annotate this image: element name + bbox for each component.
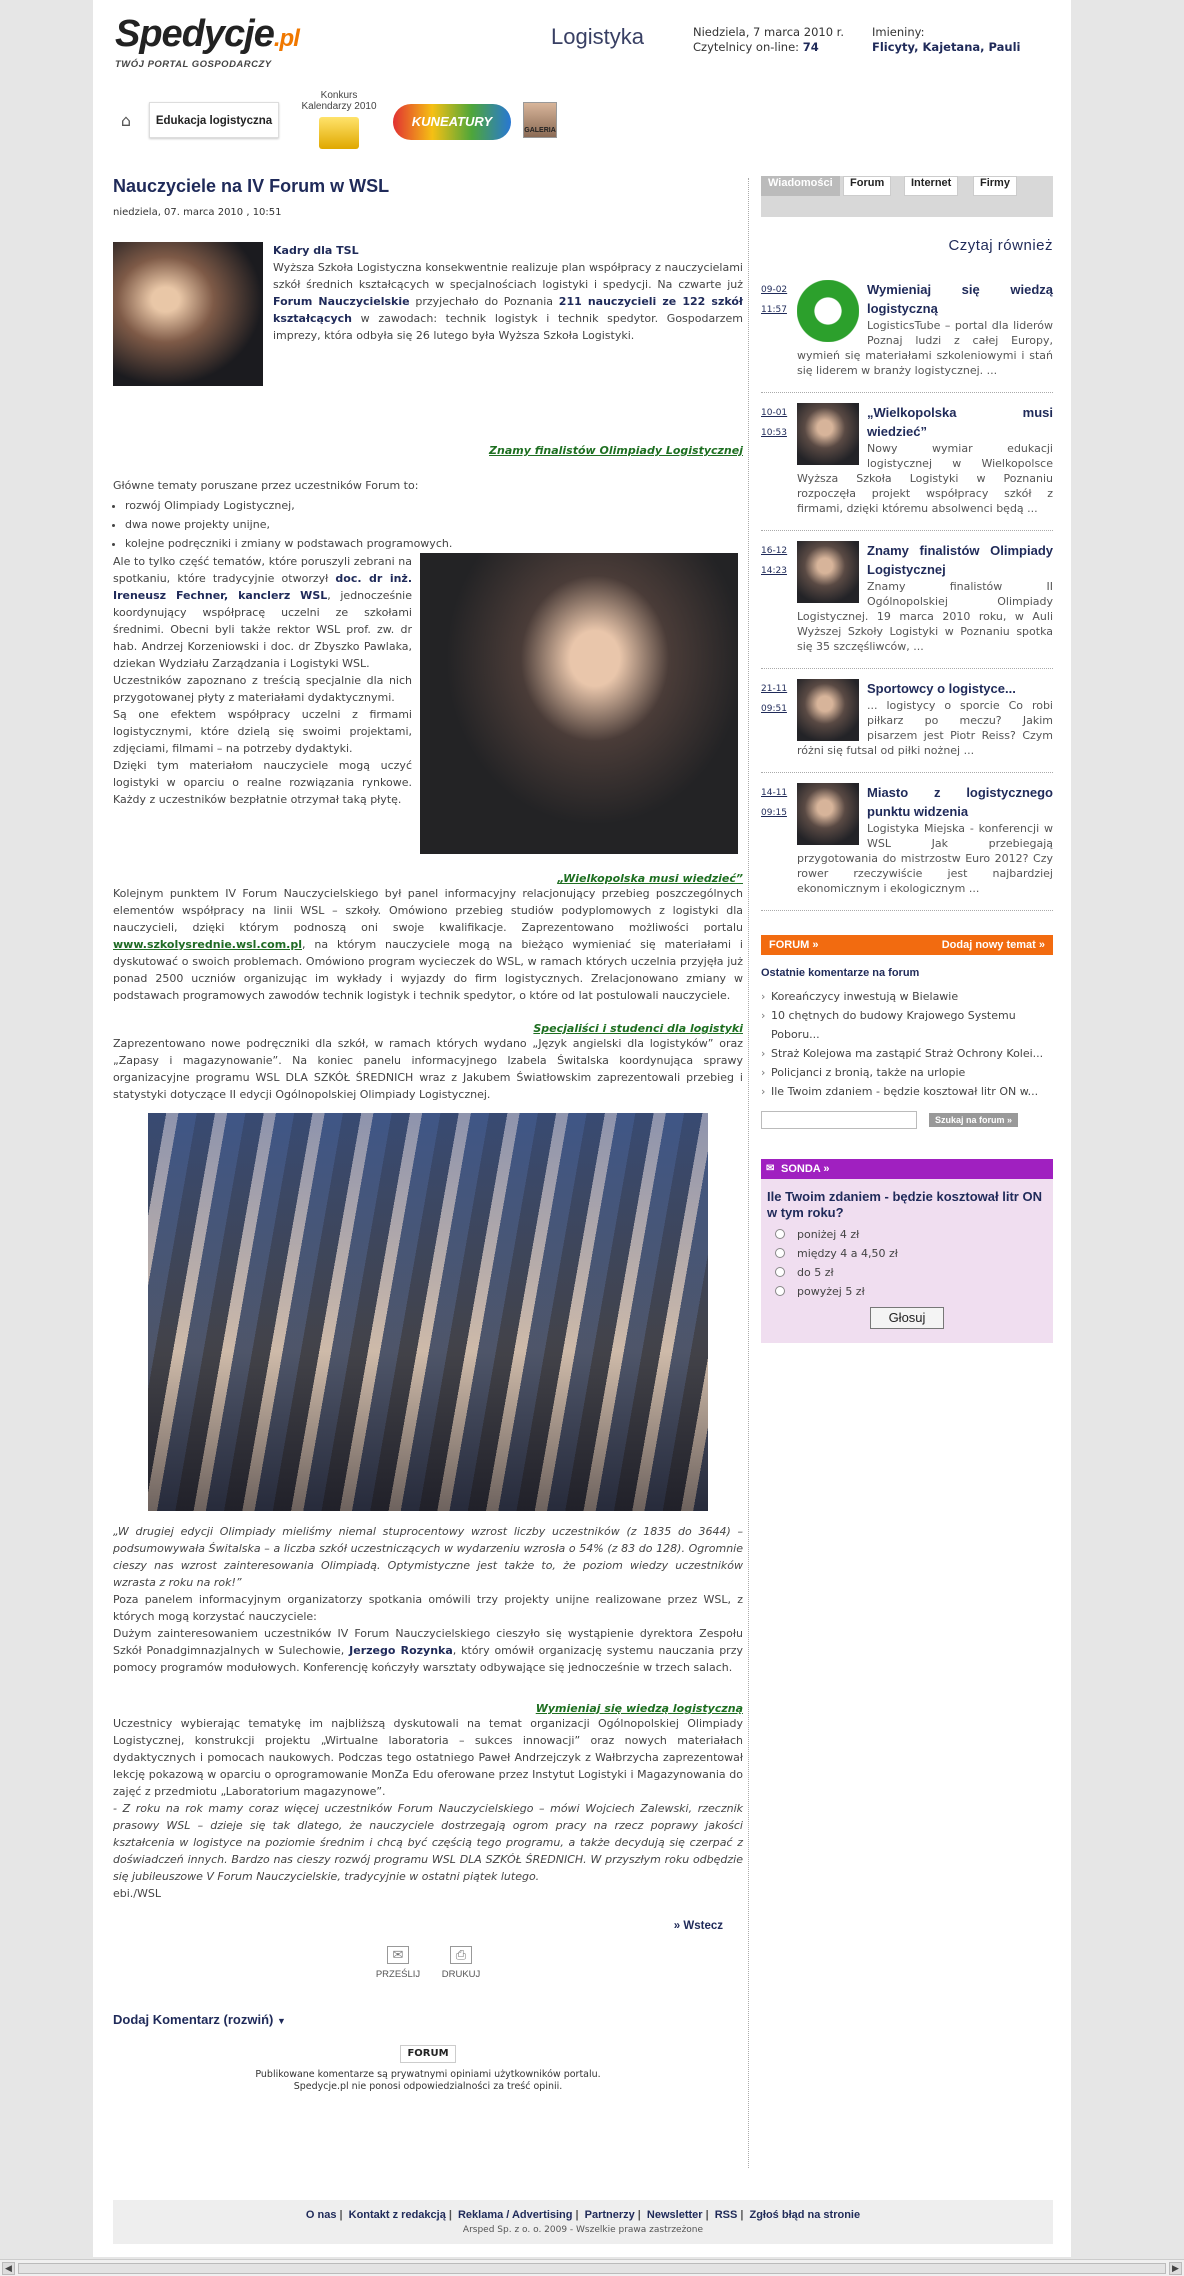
nav-konkurs-kalendarzy[interactable] [298,90,380,149]
topics-intro: Główne tematy poruszane przez uczestników Forum to: [113,479,419,492]
related-thumb [797,541,859,603]
print-label: DRUKUJ [441,1969,481,1980]
radio-button[interactable] [775,1229,785,1239]
article-lead [113,242,743,394]
sidebar [761,176,1053,1343]
calendar-icon [319,117,359,149]
poll-question: Ile Twoim zdaniem - będzie kosztował litr ON w tym roku? [767,1189,1042,1220]
nameday-names: Flicyty, Kajetana, Pauli [872,40,1021,54]
copyright: Arsped Sp. z o. o. 2009 - Wszelkie prawa zastrzeżone [462,2225,704,2235]
lead-bold-1: Forum Nauczycielskie [273,295,410,308]
date: 16-12 [761,546,788,556]
related-text: Nowy wymiar edukacji logistycznej w Wielkopolsce Wyższa Szkoła Logistyki w Poznaniu rozpoczęła projekt współpracy szkół z firmami, dzięki któremu absolwenci będą ... [797,442,1053,515]
time: 09:15 [761,808,787,818]
top-nav [93,90,1071,150]
scroll-left-icon[interactable]: ◀ [2,2262,15,2275]
konkurs-line2: Kalendarzy 2010 [301,101,377,112]
add-topic-link[interactable]: Dodaj nowy temat » [941,939,1045,951]
quote: „W drugiej edycji Olimpiady mieliśmy niemal stuprocentowy wzrost liczby uczestników (z 1835 do 3644) – podsumowywała Świtalska – a liczba szkół uczestniczących w wydarzeniu wzrosła o 54% (z 83 do 128). Ogromnie cieszy nas wzrost zainteresowania Olimpiadą. Optymistyczne jest także to, że poziom wiedzy uczestników wzrasta z roku na rok!” [113,1525,743,1589]
p6-text-b: , na którym nauczyciele mogą na bieżąco wymieniać się materiałami i dyskutować o swoich problemach. Omówiono program wycieczek do WSL, w ramach których uczelnia przyjęła już ponad 2500 uczniów organizując im wykłady i wyjazdy do firm logistycznych. Zrelacjonowano zmiany w podstawach programowych zawodów technik logistyk i technik spedytor, o które od lat postulowali nauczyciele. [113,938,743,1002]
article-date: niedziela, 07. marca 2010 , 10:51 [113,207,282,218]
related-link-finalisci[interactable]: Znamy finalistów Olimpiady Logistycznej [489,444,743,457]
footer-link[interactable]: Newsletter [646,2209,703,2221]
forum-note [113,2045,743,2093]
forum-bar [761,935,1053,955]
poll-option-label: do 5 zł [797,1266,834,1279]
footer-link[interactable]: Partnerzy [584,2209,635,2221]
footer-link[interactable]: Reklama / Advertising [457,2209,573,2221]
related-thumb [797,280,859,342]
poll-option-label: między 4 a 4,50 zł [797,1247,898,1260]
p9-text-c: , który omówił organizację systemu nauczania przy pomocy programów modułowych. Konferencję kończyły warsztaty odbywające się jednocześnie w trzech salach. [113,1644,743,1674]
p4: Są one efektem współpracy uczelni z firmami logistycznymi, które dzielą się swoimi projektami, zdjęciami, filmami – na potrzeby dydaktyki. [113,708,412,755]
footer-link[interactable]: RSS [714,2209,738,2221]
forum-note-2: Spedycje.pl nie ponosi odpowiedzialności za treść opinii. [293,2081,563,2092]
related-title[interactable]: Miasto z logistycznego punktu widzenia [867,785,1053,819]
related-title[interactable]: Znamy finalistów Olimpiady Logistycznej [867,543,1053,577]
related-date [761,679,787,719]
nav-galeria[interactable]: GALERIA [523,102,557,138]
related-date [761,783,787,823]
p9-bold: Jerzego Rozynka [349,1644,453,1657]
time: 11:57 [761,305,787,315]
time: 14:23 [761,566,787,576]
forum-search [761,1111,1053,1131]
lead-text-2: przyjechało do Poznania [409,295,559,308]
list-item: • rozwój Olimpiady Logistycznej, [125,496,743,515]
related-date [761,541,787,581]
logo-tagline: TWÓJ PORTAL GOSPODARCZY [115,59,272,70]
lead-title: Kadry dla TSL [273,244,359,257]
article [113,170,743,2093]
related-title[interactable]: Sportowcy o logistyce... [867,681,1016,696]
send-button[interactable] [368,1946,428,1980]
forum-item[interactable]: › 10 chętnych do budowy Krajowego Systemu Poboru... [761,1006,1053,1044]
speaker-photo [420,553,738,854]
related-article[interactable] [761,270,1053,393]
lead-photo [113,242,263,386]
date-info [693,25,844,55]
forum-latest-title: Ostatnie komentarze na forum [761,967,920,979]
back-link[interactable]: » Wstecz [673,1920,723,1932]
current-date: Niedziela, 7 marca 2010 r. [693,25,845,39]
time: 09:51 [761,704,787,714]
footer [113,2200,1053,2244]
scrollbar-thumb[interactable] [18,2263,1166,2274]
logo-brand: Spedycje [115,13,274,55]
tab-wiadomosci[interactable]: Wiadomości [761,176,840,196]
poll-option-label: poniżej 4 zł [797,1228,860,1241]
p10: Uczestnicy wybierając tematykę im najbliższą dyskutowali na temat organizacji Ogólnopolskiej Olimpiady Logistycznej, konstrukcji projektu „Wirtualne laboratoria – sukces innowacji” oraz nowych materiałach dydaktycznych i pomocach naukowych. Podczas tego ostatniego Paweł Andrzejczyk z Wałbrzycha zaprezentował lekcję pokazową w oparciu o oprogramowanie MonZa Edu oferowane przez Instytut Logistyki i Magazynowania do zajęć z przedmiotu „Laboratorium magazynowe”. [113,1717,743,1798]
related-date [761,280,787,320]
p2-text-a: Ale to tylko część tematów, które poruszyli zebrani na spotkaniu, które tradycyjnie otworzył [113,555,412,585]
footer-link[interactable]: Kontakt z redakcją [348,2209,446,2221]
vote-button[interactable]: Głosuj [870,1307,944,1329]
logo[interactable] [115,14,305,70]
page [93,0,1071,2257]
lead-text-3: w zawodach: technik logistyk i technik spedytor. Gospodarzem imprezy, która odbyła się 26 lutego była Wyższa Szkoła Logistyki. [273,312,743,342]
scroll-right-icon[interactable]: ▶ [1169,2262,1182,2275]
date: 09-02 [761,285,788,295]
p7: Zaprezentowano nowe podręczniki dla szkół, w ramach których wydano „Język angielski dla logistyków” oraz „Zapasy i magazynowanie”. Na koniec panelu informacyjnego Izabela Świtalska koordynująca sprawy organizacyjne programu WSL DLA SZKÓŁ ŚREDNICH wraz z Jakubem Światłowskim zaprezentowali przebieg i statystyki dotyczące II edycji Ogólnopolskiej Olimpiady Logistycznej. [113,1037,743,1101]
article-body-1 [113,553,743,854]
related-link-wymieniaj[interactable]: Wymieniaj się wiedzą logistyczną [535,1702,743,1715]
related-thumb [797,783,859,845]
forum-bar-link[interactable]: FORUM » [769,939,819,951]
author: ebi./WSL [113,1887,161,1900]
related-article[interactable] [761,773,1053,911]
p9-text-a: Dużym zainteresowaniem uczestników IV Forum Nauczycielskiego cieszyło się wystąpienie dyrektora Zespołu Szkół Ponadgimnazjalnych w Sulechowie, [113,1627,743,1657]
forum-item[interactable]: › Ile Twoim zdaniem - będzie kosztował litr ON w... [761,1082,1053,1101]
p2-bold: doc. dr inż. Ireneusz Fechner, kanclerz WSL [113,572,413,602]
lead-text-1: Wyższa Szkoła Logistyczna konsekwentnie realizuje plan współpracy z nauczycielami szkół średnich kształcących w specjalnościach logistyki i spedycji. Na czwarte już [273,261,743,291]
p2-text-c: , jednocześnie koordynujący współpracę uczelni ze szkołami średnimi. Obecni byli także rektor WSL prof. zw. dr hab. Andrzej Korzeniowski i doc. dr Zbyszko Pawlaka, dziekan Wydziału Zarządzania i Logistyki WSL. [113,589,412,670]
p6-text-a: Kolejnym punktem IV Forum Nauczycielskiego był panel informacyjny relacjonujący przebieg poszczególnych elementów współpracy na linii WSL – szkoły. Omówiono przebieg studiów podyplomowych z logistyki dla nauczycieli, dzięki którym podnoszą oni swoje kwalifikacje. Zaprezentowano możliwości portalu [113,887,743,934]
related-link-specjalisci[interactable]: Specjaliści i studenci dla logistyki [533,1022,743,1035]
online-label: Czytelnicy on-line: [693,40,800,54]
related-article[interactable] [761,669,1053,773]
list-item: • dwa nowe projekty unijne, [125,515,743,534]
related-article[interactable] [761,531,1053,669]
article-actions [113,1946,743,2006]
audience-photo [148,1113,708,1511]
namedays [872,25,1020,55]
tab-internet[interactable]: Internet [904,176,958,196]
poll [761,1159,1053,1343]
related-text: ... logistycy o sporcie Co robi piłkarz po meczu? Jakim pisarzem jest Piotr Reiss? Czym różni się futsal od piłki nożnej ... [797,699,1053,757]
poll-option[interactable] [761,1282,1053,1301]
related-text: Logistyka Miejska - konferencji w WSL Jak przebiegają przygotowania do mistrzostw Euro 2012? Czy rower rzeczywiście jest najbardziej ekonomicznym i ekologicznym ... [797,822,1053,895]
poll-option-label: powyżej 5 zł [797,1285,865,1298]
nameday-label: Imieniny: [872,25,925,39]
read-also-title: Czytaj również [948,237,1053,254]
tab-forum[interactable]: Forum [843,176,891,196]
section-title: Logistyka [551,24,644,49]
related-link-wielkopolska[interactable]: „Wielkopolska musi wiedzieć” [557,872,743,885]
related-text: LogisticsTube – portal dla liderów Poznaj ludzi z całej Europy, wymień się materiałami szkoleniowymi i stań się liderem w branży logistycznej. ... [797,319,1053,377]
related-article[interactable] [761,393,1053,531]
poll-bar[interactable]: ✉ SONDA » [761,1159,1053,1179]
related-title[interactable]: Wymieniaj się wiedzą logistyczną [867,282,1053,316]
topics-list [125,496,743,553]
online-count: 74 [802,40,819,54]
caret-down-icon: ▼ [276,2016,286,2026]
date: 21-11 [761,684,788,694]
list-item: • kolejne podręczniki i zmiany w podstawach programowych. [125,534,743,553]
header [93,0,1071,85]
forum-search-input[interactable] [761,1111,917,1129]
time: 10:53 [761,428,787,438]
nav-kunetury-banner[interactable]: KUNEATURY [393,104,511,140]
forum-button[interactable]: FORUM [400,2045,455,2063]
related-date [761,403,787,443]
poll-option[interactable] [761,1263,1053,1282]
radio-button[interactable] [775,1286,785,1296]
related-title[interactable]: „Wielkopolska musi wiedzieć” [867,405,1053,439]
related-thumb [797,679,859,741]
article-title: Nauczyciele na IV Forum w WSL [113,176,390,196]
footer-link[interactable]: Zgłoś błąd na stronie [749,2209,861,2221]
forum-search-button[interactable]: Szukaj na forum » [929,1113,1018,1127]
p8: Poza panelem informacyjnym organizatorzy spotkania omówili trzy projekty unijne realizowane przez WSL, z których mogą korzystać nauczyciele: [113,1593,743,1623]
forum-item[interactable]: › Straż Kolejowa ma zastąpić Straż Ochrony Kolei... [761,1044,1053,1063]
szkolysrednie-link[interactable]: www.szkolysrednie.wsl.com.pl [113,938,302,951]
related-text: Znamy finalistów II Ogólnopolskiej Olimpiady Logistycznej. 19 marca 2010 roku, w Auli Wyższej Szkoły Logistyki w Poznaniu spotka się 35 szczęśliwców, ... [797,580,1053,653]
add-comment-toggle[interactable] [113,2012,743,2027]
p5: Dzięki tym materiałom nauczyciele mogą uczyć logistyki w oparciu o realne rozwiązania rynkowe. Każdy z uczestników bezpłatnie otrzymał taką płytę. [113,759,412,806]
tab-firmy[interactable]: Firmy [973,176,1017,196]
p6 [113,885,743,1004]
send-label: PRZEŚLIJ [375,1969,421,1980]
date: 10-01 [761,408,788,418]
envelope-icon: ✉ [387,1946,409,1964]
p11: - Z roku na rok mamy coraz więcej uczestników Forum Nauczycielskiego – mówi Wojciech Zalewski, rzecznik prasowy WSL – dzieje się tak dlatego, że nauczyciele dostrzegają ogrom pracy na rzecz poprawy jakości kształcenia w logistyce na poziomie średnim i chcą być częścią tego programu, a także decydują się czerpać z doświadczeń innych. Bardzo nas cieszy rozwój programu WSL DLA SZKÓŁ ŚREDNICH. W przyszłym roku odbędzie się jubileuszowe V Forum Nauczycielskie, tradycyjnie w ostatni piątek lutego. [113,1802,743,1883]
forum-item[interactable]: › Koreańczycy inwestują w Bielawie [761,987,1053,1006]
horizontal-scrollbar[interactable] [0,2259,1184,2276]
konkurs-line1: Konkurs [320,90,358,101]
footer-link[interactable]: O nas [305,2209,337,2221]
column-divider [748,178,749,2168]
forum-note-1: Publikowane komentarze są prywatnymi opiniami użytkowników portalu. [255,2069,601,2080]
home-icon[interactable]: ⌂ [120,111,132,130]
p3: Uczestników zapoznano z treścią specjalnie dla nich przygotowanej płyty z materiałami dydaktycznymi. [113,674,412,704]
nav-edukacja-logistyczna[interactable]: Edukacja logistyczna [149,102,279,138]
poll-option[interactable] [761,1225,1053,1244]
date: 14-11 [761,788,788,798]
related-thumb [797,403,859,465]
add-comment-label: Dodaj Komentarz (rozwiń) [113,2012,274,2027]
logo-tld: .pl [273,25,299,52]
sidebar-tabs [761,176,1053,217]
lead-bold-2: 211 nauczycieli ze 122 szkół kształcących [273,295,744,325]
print-button[interactable] [431,1946,491,1980]
poll-option[interactable] [761,1244,1053,1263]
radio-button[interactable] [775,1248,785,1258]
p9 [113,1625,743,1676]
radio-button[interactable] [775,1267,785,1277]
footer-links: O nas | Kontakt z redakcją | Reklama / Advertising | Partnerzy | Newsletter | RSS | Zgłoś błąd na stronie [305,2209,861,2221]
printer-icon: ⎙ [450,1946,472,1964]
forum-item[interactable]: › Policjanci z bronią, także na urlopie [761,1063,1053,1082]
